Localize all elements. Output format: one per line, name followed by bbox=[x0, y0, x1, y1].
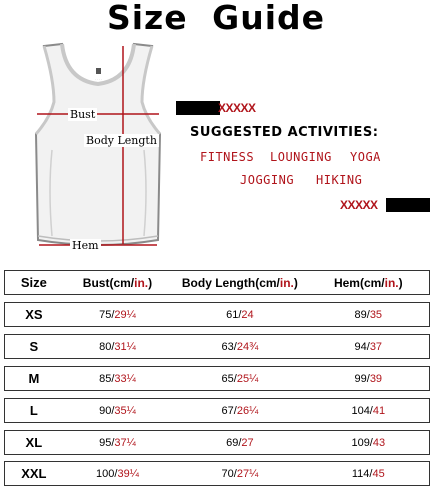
cell-size: L bbox=[29, 403, 38, 418]
cell-body-length: 63/24¾ bbox=[221, 340, 259, 353]
activity-jogging: JOGGING bbox=[240, 173, 295, 187]
activity-yoga: YOGA bbox=[350, 150, 381, 164]
cell-body-length: 67/26¼ bbox=[221, 404, 259, 417]
cell-bust: 75/29¼ bbox=[99, 308, 136, 321]
activities-heading: SUGGESTED ACTIVITIES: bbox=[190, 125, 379, 140]
decor-x-marks-top: XXXXX bbox=[218, 101, 256, 115]
table-row bbox=[4, 302, 430, 327]
body-length-label: Body Length bbox=[86, 134, 157, 147]
brand-logo-mark bbox=[96, 68, 101, 74]
cell-bust: 95/37¼ bbox=[99, 436, 136, 449]
cell-hem: 114/45 bbox=[351, 467, 385, 480]
header-body-length: Body Length(cm/in.) bbox=[181, 275, 298, 290]
svg-text:· · · ·: · · · · bbox=[95, 77, 102, 81]
cell-hem: 99/39 bbox=[354, 372, 383, 385]
cell-body-length: 61/24 bbox=[226, 308, 254, 321]
cell-body-length: 70/27¼ bbox=[221, 467, 259, 480]
cell-hem: 104/41 bbox=[351, 404, 386, 417]
cell-size: M bbox=[28, 371, 40, 386]
table-row bbox=[4, 366, 430, 391]
cell-body-length: 69/27 bbox=[226, 436, 254, 449]
decor-bar-top bbox=[176, 101, 266, 115]
hem-label: Hem bbox=[72, 239, 99, 252]
table-row bbox=[4, 334, 430, 359]
cell-body-length: 65/25¼ bbox=[221, 372, 259, 385]
bust-label: Bust bbox=[70, 108, 96, 121]
decor-x-marks-bottom: XXXXX bbox=[340, 198, 378, 212]
header-size: Size bbox=[20, 275, 47, 290]
cell-hem: 94/37 bbox=[354, 340, 383, 353]
cell-hem: 89/35 bbox=[354, 308, 383, 321]
cell-size: S bbox=[29, 339, 39, 354]
activity-fitness: FITNESS bbox=[200, 150, 255, 164]
tank-top-illustration bbox=[18, 40, 178, 255]
cell-size: XXL bbox=[21, 466, 47, 481]
cell-bust: 100/39¼ bbox=[96, 467, 139, 480]
table-row bbox=[4, 398, 430, 423]
cell-size: XL bbox=[25, 435, 43, 450]
table-row bbox=[4, 430, 430, 455]
table-header bbox=[4, 270, 430, 295]
cell-bust: 80/31¼ bbox=[99, 340, 136, 353]
cell-size: XS bbox=[25, 307, 43, 322]
page-title: Size Guide bbox=[106, 0, 326, 37]
header-bust: Bust(cm/in.) bbox=[82, 275, 153, 290]
cell-bust: 90/35¼ bbox=[99, 404, 136, 417]
decor-bar-bottom bbox=[340, 198, 430, 212]
table-row bbox=[4, 461, 430, 486]
activity-hiking: HIKING bbox=[316, 173, 363, 187]
activity-lounging: LOUNGING bbox=[270, 150, 332, 164]
cell-bust: 85/33¼ bbox=[99, 372, 136, 385]
header-hem: Hem(cm/in.) bbox=[333, 275, 403, 290]
cell-hem: 109/43 bbox=[351, 436, 386, 449]
